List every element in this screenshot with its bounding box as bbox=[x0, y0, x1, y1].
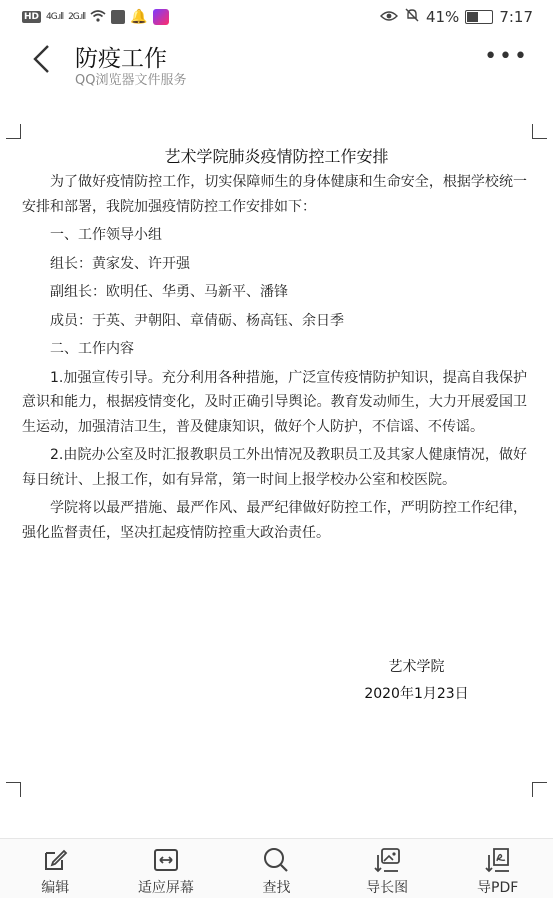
document-body bbox=[22, 170, 527, 545]
paragraph: 组长：黄家发、许开强 bbox=[50, 255, 190, 272]
page-corner-mark bbox=[532, 782, 547, 797]
signature-date: 2020年1月23日 bbox=[364, 686, 469, 702]
signal-icon: 4G.ıll bbox=[46, 12, 64, 22]
search-button[interactable] bbox=[221, 839, 332, 898]
page-corner-mark bbox=[6, 782, 21, 797]
bottom-toolbar bbox=[0, 838, 553, 898]
battery-percent: 41% bbox=[425, 8, 460, 26]
app-notification-icon bbox=[153, 9, 169, 25]
export-pdf-icon bbox=[483, 845, 513, 875]
battery-icon bbox=[465, 10, 493, 24]
back-button[interactable] bbox=[30, 42, 52, 85]
export-pdf-button[interactable] bbox=[442, 839, 553, 898]
page-title: 防疫工作 bbox=[75, 46, 167, 72]
paragraph: 二、工作内容 bbox=[50, 341, 134, 357]
toolbar-label: 导长图 bbox=[366, 880, 409, 896]
paragraph: 为了做好疫情防控工作，切实保障师生的身体健康和生命安全，根据学校统一安排和部署，我院加强疫情防控工作安排如下： bbox=[22, 174, 527, 215]
fit-screen-icon bbox=[151, 845, 181, 875]
document-viewer[interactable] bbox=[0, 92, 553, 838]
toolbar-label: 查找 bbox=[262, 880, 291, 896]
bell-icon: 🔔 bbox=[130, 9, 148, 25]
status-bar bbox=[0, 0, 553, 34]
search-icon bbox=[261, 845, 291, 875]
toolbar-label: 编辑 bbox=[41, 880, 70, 896]
paragraph: 1.加强宣传引导。充分利用各种措施，广泛宣传疫情防护知识，提高自我保护意识和能力，根据疫情变化，及时正确引导舆论。教育发动师生，大力开展爱国卫生运动，加强清洁卫生，普及健康知识，做好个人防护，不信谣、不传谣。 bbox=[22, 369, 527, 435]
paragraph: 成员：于英、尹朝阳、章倩砺、杨高钰、余日季 bbox=[50, 312, 344, 329]
status-left bbox=[22, 9, 169, 25]
hd-indicator: HD bbox=[24, 12, 40, 22]
paragraph: 2.由院办公室及时汇报教职员工外出情况及教职员工及其家人健康情况，做好每日统计、上报工作，如有异常，第一时间上报学校办公室和校医院。 bbox=[22, 447, 527, 488]
signature-organization: 艺术学院 bbox=[388, 659, 445, 675]
toolbar-label: 导PDF bbox=[477, 880, 519, 896]
wifi-icon bbox=[90, 10, 106, 25]
toolbar-label: 适应屏幕 bbox=[137, 880, 194, 896]
page-corner-mark bbox=[6, 124, 21, 139]
export-long-image-button[interactable] bbox=[332, 839, 443, 898]
paragraph: 副组长：欧明任、华勇、马新平、潘锋 bbox=[50, 284, 288, 300]
chevron-left-icon bbox=[30, 42, 52, 76]
page-corner-mark bbox=[532, 124, 547, 139]
export-image-icon bbox=[372, 845, 402, 875]
signal-icon-2: 2G.ıll bbox=[68, 12, 86, 22]
paragraph: 学院将以最严措施、最严作风、最严纪律做好防控工作，严明防控工作纪律，强化监督责任，坚决扛起疫情防控重大政治责任。 bbox=[22, 500, 527, 541]
clock: 7:17 bbox=[499, 8, 533, 26]
edit-button[interactable] bbox=[0, 839, 111, 898]
app-header bbox=[0, 34, 553, 93]
document-title: 艺术学院肺炎疫情防控工作安排 bbox=[164, 147, 389, 166]
mute-bell-icon bbox=[404, 7, 420, 27]
page-subtitle: QQ浏览器文件服务 bbox=[75, 73, 187, 88]
fit-screen-button[interactable] bbox=[111, 839, 222, 898]
more-options-button[interactable]: ••• bbox=[484, 44, 529, 69]
edit-icon bbox=[40, 845, 70, 875]
notification-icon bbox=[111, 10, 125, 24]
status-right bbox=[380, 7, 533, 27]
eye-icon bbox=[380, 8, 398, 26]
paragraph: 一、工作领导小组 bbox=[50, 227, 162, 243]
